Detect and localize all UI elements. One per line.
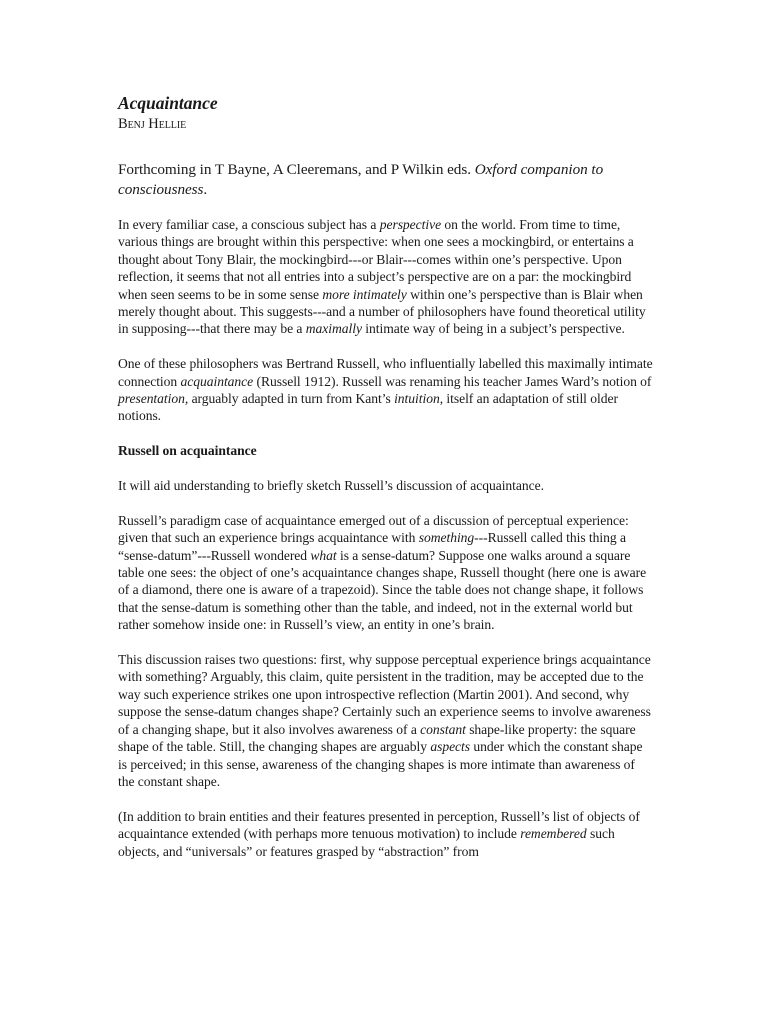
text-run: intimate way of being in a subject’s perspective. (361, 321, 625, 337)
text-run: within one’s perspective than is Blair when merely thought about. This suggests---and a number of philosophers have found theoretical utility in supposing---that there may be a (118, 286, 646, 337)
text-run: under which the constant shape is perceived; in this sense, awareness of the changing shapes is more intimate than awareness of the constant shape. (118, 739, 643, 789)
text-run: This discussion raises two questions: first, why suppose perceptual experience brings acquaintance with something? Arguably, this claim, quite persistent in the tradition, may be accepted due to the way such experience strikes one upon introspective reflection (Martin 2001). And second, why suppose the sense-datum changes shape? Certainly such an experience seems to involve awareness of a changing shape, but it also involves awareness of a (118, 652, 651, 737)
emphasis: intuition (394, 391, 440, 407)
paragraph-objects-list (118, 808, 653, 860)
text-run: , itself an adaptation of still older notions. (118, 391, 618, 424)
paragraph-sketch: It will aid understanding to briefly sketch Russell’s discussion of acquaintance. (118, 478, 544, 494)
text-run: (Russell 1912). Russell was renaming his teacher James Ward’s notion of (253, 373, 652, 389)
publication-note-end: . (203, 181, 208, 198)
emphasis: remembered (520, 826, 587, 842)
emphasis: something (418, 530, 475, 546)
page-title: Acquaintance (118, 93, 218, 113)
paragraph-sense-datum (118, 512, 653, 634)
text-run: One of these philosophers was Bertrand Russell, who influentially labelled this maximally intimate connection (118, 356, 653, 389)
text-run: In every familiar case, a conscious subject has a (118, 217, 380, 232)
emphasis: more intimately (322, 286, 407, 302)
text-run: (In addition to brain entities and their features presented in perception, Russell’s list of objects of acquaintance extended (with perhaps more tenuous motivation) to include (118, 808, 640, 842)
emphasis: constant (420, 721, 466, 737)
book-title: Oxford companion to consciousness (118, 161, 604, 198)
document-body (118, 93, 653, 860)
text-run: arguably adapted in turn from Kant’s (188, 391, 395, 407)
emphasis: perspective (379, 217, 442, 232)
paragraph-russell-intro (118, 355, 653, 425)
text-run: on the world. From time to time, various things are brought within this perspective: when one sees a mockingbird, or entertains a thought about Tony Blair, the mockingbird---or Blair---comes within one’s perspective. Upon reflection, it seems that not all entries into a subject’s perspective are on a par: the mockingbird when seen seems to be in some sense (118, 217, 634, 302)
publication-note (118, 160, 653, 200)
publication-note-text: Forthcoming in T Bayne, A Cleeremans, and P Wilkin eds. (118, 161, 475, 178)
paragraph-perspective (118, 216, 653, 338)
text-run: such objects, and “universals” or features grasped by “abstraction” from (118, 826, 615, 859)
emphasis: maximally (305, 321, 362, 337)
text-run: shape-like property: the square shape of the table. Still, the changing shapes are arguably (118, 721, 636, 755)
paragraph-two-questions (118, 651, 653, 790)
emphasis: what (310, 547, 337, 563)
emphasis: aspects (430, 739, 471, 755)
text-run: ---Russell called this thing a “sense-datum”---Russell wondered (118, 530, 626, 563)
emphasis: presentation, (118, 391, 189, 407)
text-run: is a sense-datum? Suppose one walks around a square table one sees: the object of one’s acquaintance changes shape, Russell thought (here one is aware of a diamond, there one is aware of a trapezoid). Since the table does not change shape, it follows that the sense-datum is something other than the table, and indeed, not in the external world but rather somehow inside one: in Russell’s view, an entity in one’s brain. (118, 547, 647, 633)
section-heading: Russell on acquaintance (118, 443, 257, 459)
emphasis: acquaintance (180, 373, 254, 389)
author-name: Benj Hellie (118, 116, 187, 132)
text-run: Russell’s paradigm case of acquaintance emerged out of a discussion of perceptual experience: given that such an experience brings acquaintance with (118, 512, 629, 546)
